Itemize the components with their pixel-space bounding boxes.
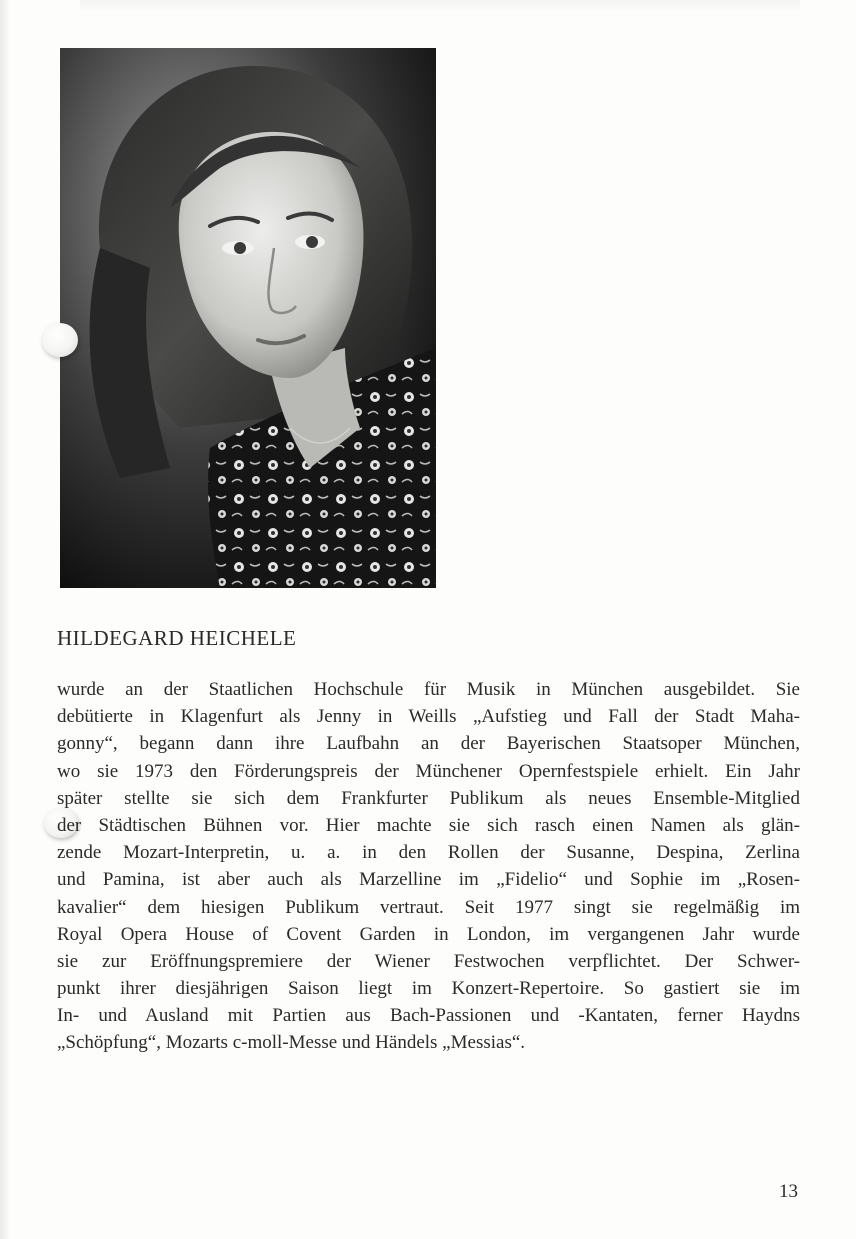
bio-line: Royal Opera House of Covent Garden in London, im vergangenen Jahr wurde	[57, 923, 800, 945]
bio-line: und Pamina, ist aber auch als Marzelline im „Fidelio“ und Sophie im „Rosen-	[57, 869, 800, 891]
bio-line: „Schöpfung“, Mozarts c-moll-Messe und Händels „Messias“.	[57, 1032, 526, 1054]
bio-line: In- und Ausland mit Partien aus Bach-Passionen und -Kantaten, ferner Haydns	[57, 1005, 800, 1027]
bio-line: wo sie 1973 den Förderungspreis der Münchener Opernfestspiele erhielt. Ein Jahr	[57, 760, 800, 782]
page-edge-shadow	[0, 0, 10, 1239]
bio-paragraph	[57, 676, 800, 1057]
bio-line: der Städtischen Bühnen vor. Hier machte sie sich rasch einen Namen als glän-	[57, 814, 800, 836]
bio-line: debütierte in Klagenfurt als Jenny in Weills „Aufstieg und Fall der Stadt Maha-	[57, 706, 800, 728]
bio-line: punkt ihrer diesjährigen Saison liegt im Konzert-Repertoire. So gastiert sie im	[57, 978, 800, 1000]
portrait-photo	[60, 48, 436, 588]
page-top-bleed	[80, 0, 800, 12]
binder-hole-top	[42, 323, 78, 357]
bio-line: später stellte sie sich dem Frankfurter Publikum als neues Ensemble-Mitglied	[57, 787, 800, 809]
page-number: 13	[779, 1181, 798, 1202]
bio-line: sie zur Eröffnungspremiere der Wiener Festwochen verpflichtet. Der Schwer-	[57, 950, 800, 972]
person-name: HILDEGARD HEICHELE	[57, 626, 297, 650]
bio-line: kavalier“ dem hiesigen Publikum vertraut. Seit 1977 singt sie regelmäßig im	[57, 896, 800, 918]
bio-line: zende Mozart-Interpretin, u. a. in den Rollen der Susanne, Despina, Zerlina	[57, 842, 800, 864]
bio-line: wurde an der Staatlichen Hochschule für Musik in München ausgebildet. Sie	[57, 679, 800, 700]
bio-line: gonny“, begann dann ihre Laufbahn an der Bayerischen Staatsoper München,	[57, 733, 800, 755]
